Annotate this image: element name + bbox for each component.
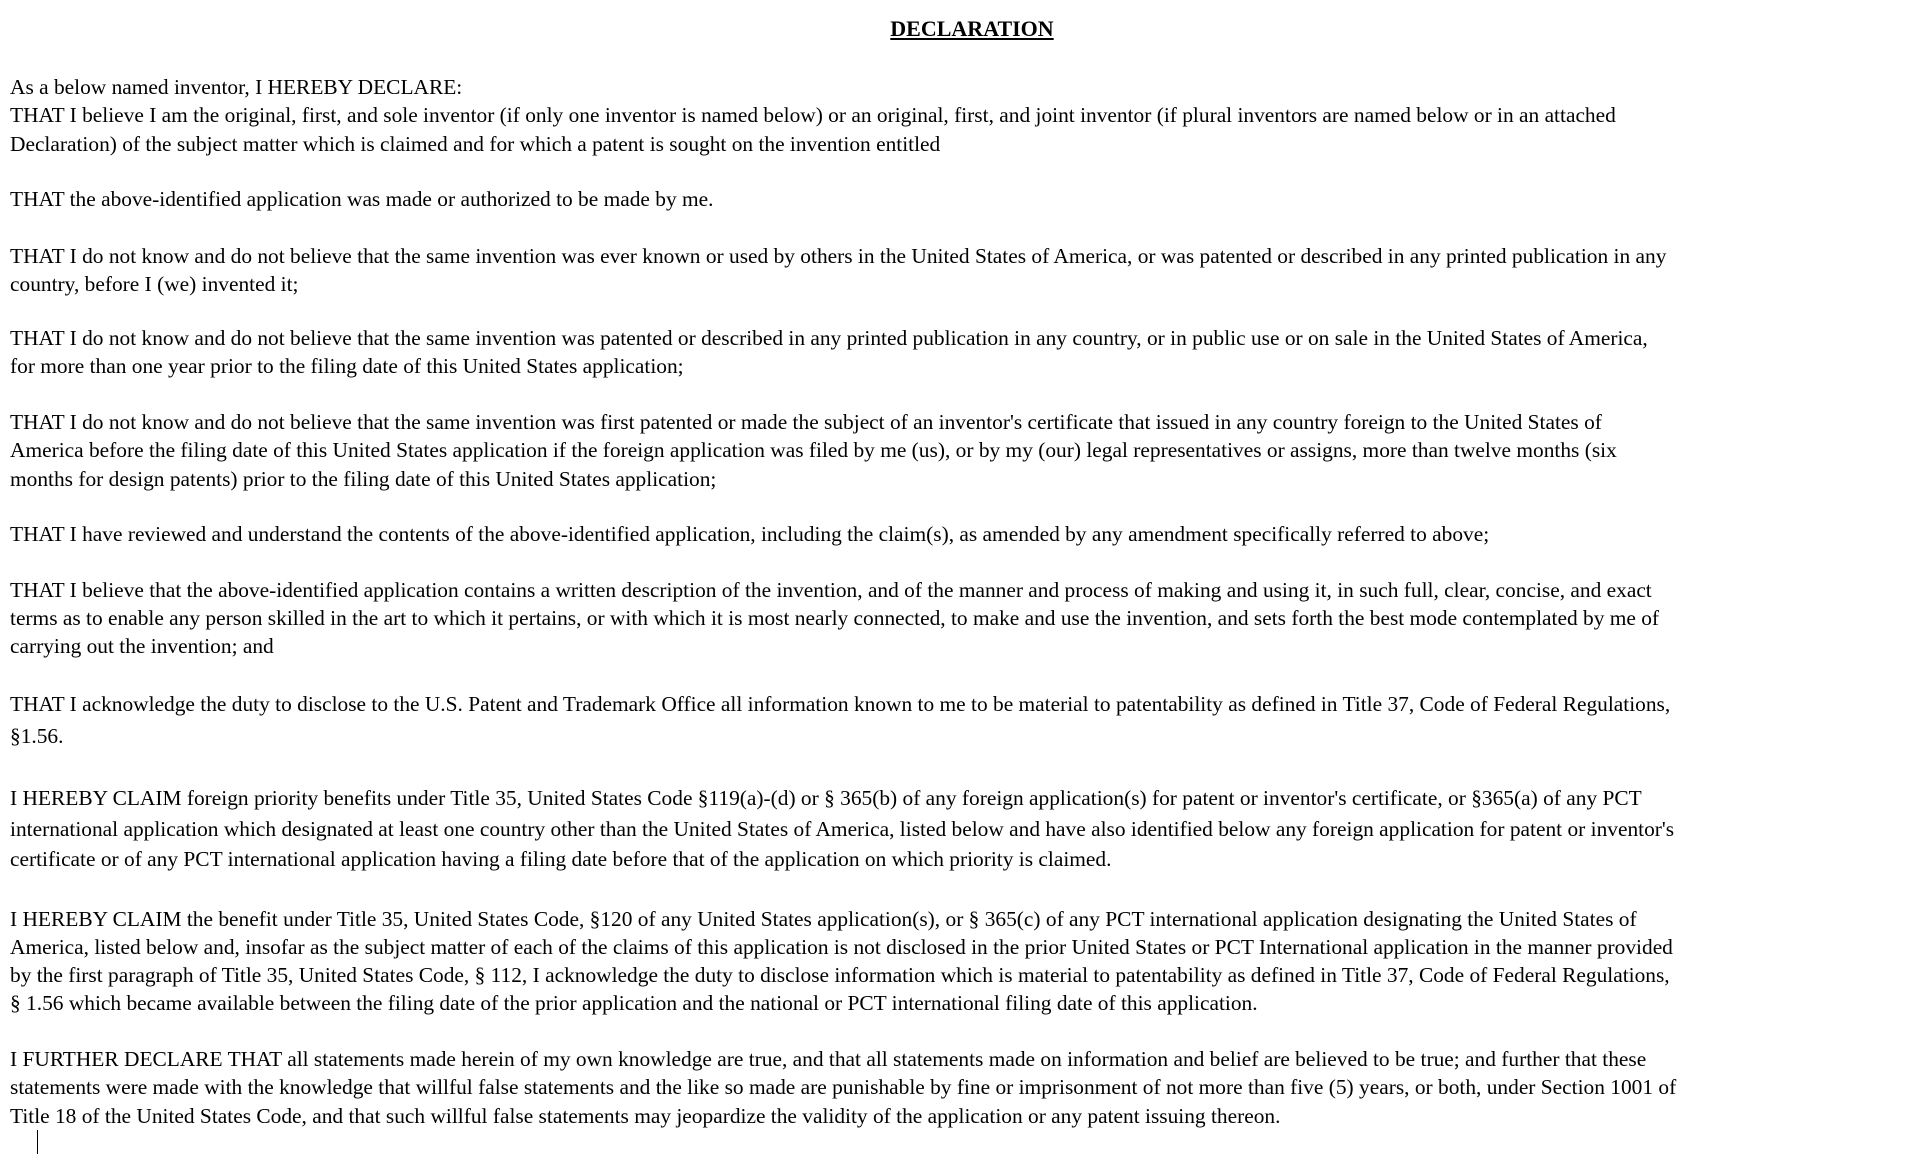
paragraph-line: terms as to enable any person skilled in the art to which it pertains, or with which it is most nearly connected, to make and use the invention, and sets forth the best mode contemplated by me of [10,606,1660,630]
paragraph-line: Declaration) of the subject matter which is claimed and for which a patent is sought on the invention entitled [10,131,941,156]
paragraph-line: America before the filing date of this United States application if the foreign application was filed by me (us), or by my (our) legal representatives or assigns, more than twelve months (six [10,438,1617,463]
paragraph-line: §1.56. [10,724,64,748]
paragraph-line: THAT I do not know and do not believe that the same invention was first patented or made the subject of an inventor's certificate that issued in any country foreign to the United States of [10,410,1602,434]
paragraph-line: THAT I believe I am the original, first, and sole inventor (if only one inventor is named below) or an original, first, and joint inventor (if plural inventors are named below or in an attached [10,103,1616,128]
paragraph-line: certificate or of any PCT international application having a filing date before that of the application on which priority is claimed. [10,847,1112,872]
paragraph-line: THAT I acknowledge the duty to disclose to the U.S. Patent and Trademark Office all information known to me to be material to patentability as defined in Title 37, Code of Federal Regulations, [10,692,1671,716]
paragraph-line: I HEREBY CLAIM the benefit under Title 35, United States Code, §120 of any United States application(s), or § 365(c) of any PCT international application designating the United States of [10,907,1637,931]
paragraph-line: for more than one year prior to the filing date of this United States application; [10,354,684,379]
paragraph-line: THAT the above-identified application was made or authorized to be made by me. [10,187,714,211]
paragraph-line: America, listed below and, insofar as the subject matter of each of the claims of this application is not disclosed in the prior United States or PCT International application in the manner provided [10,934,1673,959]
paragraph [10,1045,1676,1130]
paragraph-line: THAT I have reviewed and understand the contents of the above-identified application, including the claim(s), as amended by any amendment specifically referred to above; [10,522,1490,546]
paragraph-line: THAT I believe that the above-identified application contains a written description of the invention, and of the manner and process of making and using it, in such full, clear, concise, and exact [10,578,1652,602]
paragraph [10,688,1670,752]
paragraph-line: THAT I do not know and do not believe that the same invention was patented or described in any printed publication in any country, or in public use or on sale in the United States of America, [10,326,1648,350]
paragraph-line: I HEREBY CLAIM foreign priority benefits under Title 35, United States Code §119(a)-(d) or § 365(b) of any foreign application(s) for patent or inventor's certificate, or §365(a) of any PCT [10,786,1642,810]
document-title: DECLARATION [890,16,1054,41]
paragraph-line: carrying out the invention; and [10,634,274,658]
paragraph-line: months for design patents) prior to the filing date of this United States application; [10,466,717,491]
paragraph-line: international application which designated at least one country other than the United States of America, listed below and have also identified below any foreign application for patent or inventor's [10,816,1675,841]
paragraph [10,242,1666,299]
paragraph-line: As a below named inventor, I HEREBY DECLARE: [10,75,463,99]
paragraph-line: statements were made with the knowledge that willful false statements and the like so made are punishable by fine or imprisonment of not more than five (5) years, or both, under Section 1001 of [10,1075,1677,1100]
text-cursor [37,1130,38,1154]
paragraph [10,576,1659,660]
paragraph-line: Title 18 of the United States Code, and that such willful false statements may jeopardize the validity of the application or any patent issuing thereon. [10,1103,1281,1128]
paragraph-line: by the first paragraph of Title 35, United States Code, § 112, I acknowledge the duty to disclose information which is material to patentability as defined in Title 37, Code of Federal Regulations, [10,962,1670,987]
paragraph [10,906,1673,1018]
paragraph-line: THAT I do not know and do not believe that the same invention was ever known or used by others in the United States of America, or was patented or described in any printed publication in any [10,244,1667,268]
paragraph [10,520,1489,548]
paragraph [10,408,1617,493]
paragraph-line: I FURTHER DECLARE THAT all statements made herein of my own knowledge are true, and that all statements made on information and belief are believed to be true; and further that these [10,1047,1647,1071]
paragraph [10,73,1616,158]
paragraph [10,324,1648,381]
paragraph-line: § 1.56 which became available between the filing date of the prior application and the national or PCT international filing date of this application. [10,990,1258,1015]
paragraph [10,185,713,213]
paragraph-line: country, before I (we) invented it; [10,272,299,297]
paragraph [10,783,1674,875]
